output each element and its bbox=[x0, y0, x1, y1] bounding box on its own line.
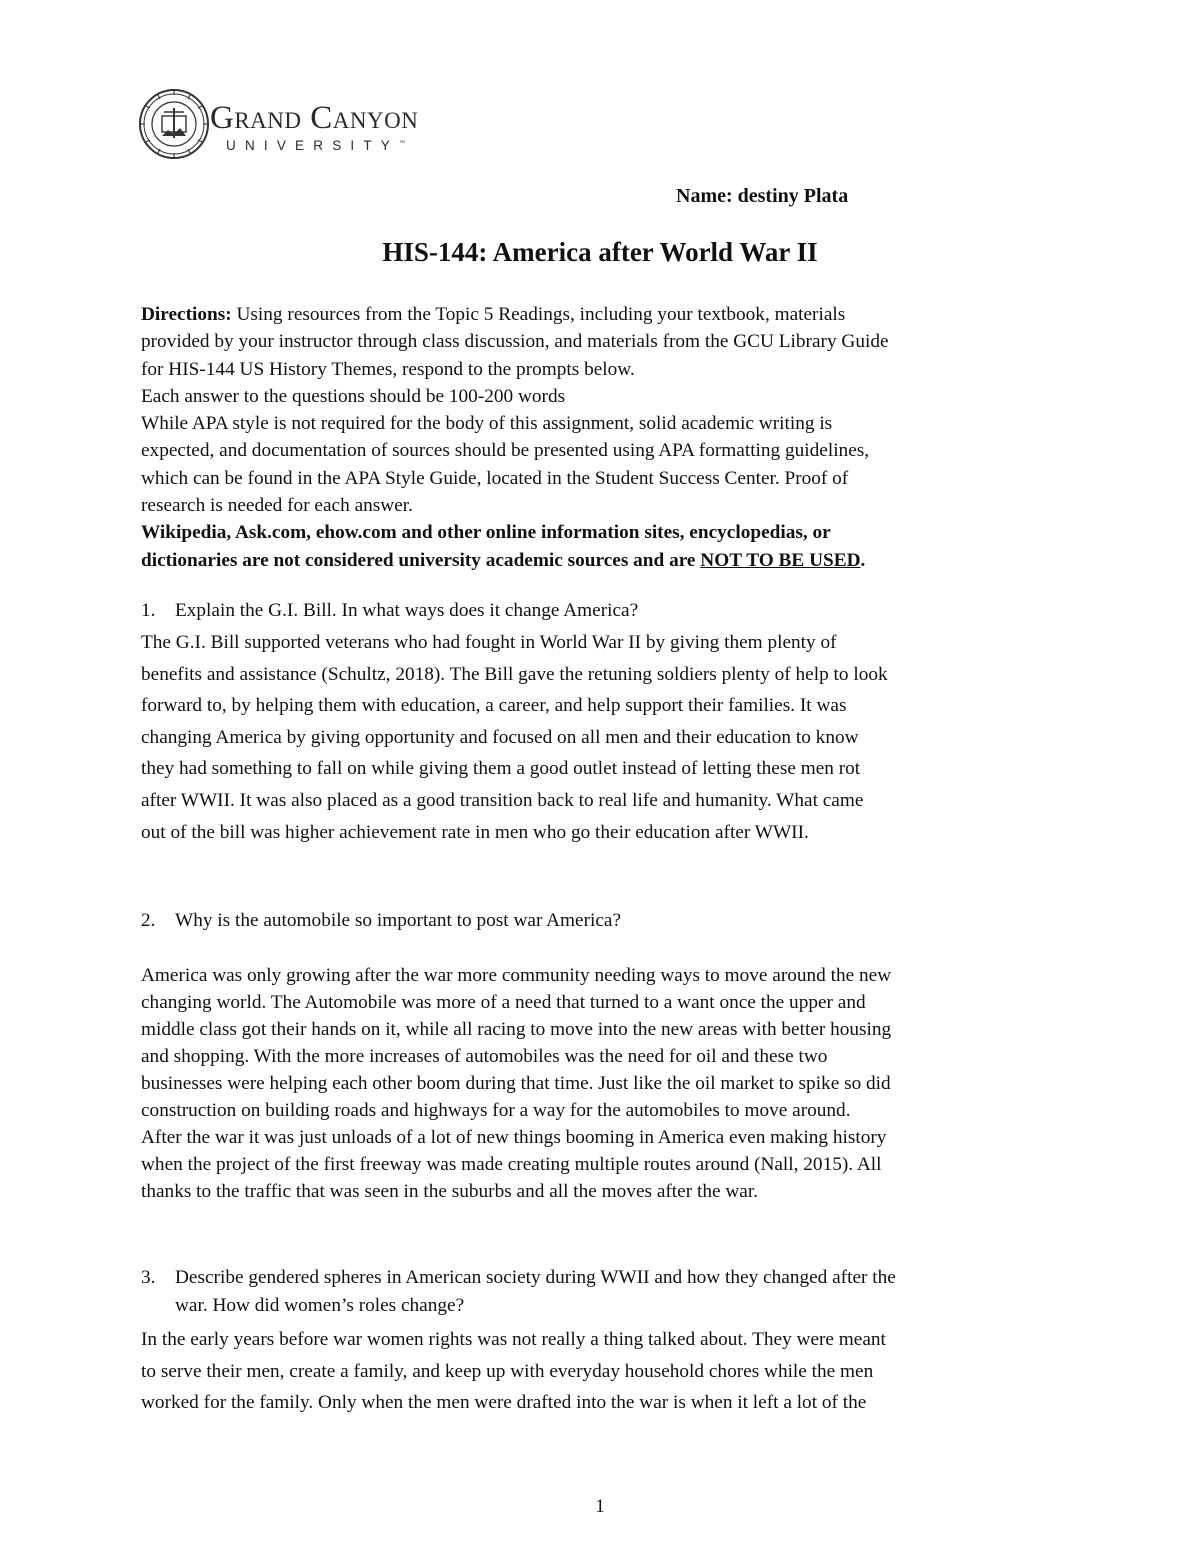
question-number: 1. bbox=[141, 600, 156, 621]
university-name-secondary: UNIVERSITY™ bbox=[226, 138, 406, 153]
directions-line: for HIS-144 US History Themes, respond to the prompts below. bbox=[141, 358, 635, 380]
question-1-answer bbox=[141, 627, 1071, 848]
answer-line: thanks to the traffic that was seen in the suburbs and all the moves after the war. bbox=[141, 1181, 758, 1202]
university-name-primary: Grand Canyon bbox=[210, 100, 419, 136]
grand-canyon-university-seal-icon bbox=[138, 88, 210, 160]
directions-line: provided by your instructor through class discussion, and materials from the GCU Library Guide bbox=[141, 331, 889, 353]
answer-line: changing world. The Automobile was more of a need that turned to a want once the upper and bbox=[141, 992, 866, 1013]
question-2-prompt bbox=[141, 910, 621, 932]
answer-line: to serve their men, create a family, and keep up with everyday household chores while the men bbox=[141, 1360, 874, 1382]
sources-warning-line: dictionaries are not considered university academic sources and are NOT TO BE USED. bbox=[141, 549, 866, 571]
student-name: Name: destiny Plata bbox=[676, 185, 849, 207]
answer-line: businesses were helping each other boom during that time. Just like the oil market to spike so did bbox=[141, 1073, 891, 1094]
page-title: HIS-144: America after World War II bbox=[382, 237, 818, 267]
answer-line: benefits and assistance (Schultz, 2018). The Bill gave the retuning soldiers plenty of help to look bbox=[141, 663, 888, 685]
answer-line: The G.I. Bill supported veterans who had fought in World War II by giving them plenty of bbox=[141, 632, 837, 653]
directions-line: While APA style is not required for the body of this assignment, solid academic writing is bbox=[141, 413, 833, 435]
directions-line: research is needed for each answer. bbox=[141, 495, 413, 517]
question-3-prompt bbox=[141, 1267, 896, 1289]
question-1-prompt bbox=[141, 600, 638, 622]
directions-section bbox=[141, 301, 1071, 574]
answer-line: and shopping. With the more increases of automobiles was the need for oil and these two bbox=[141, 1046, 828, 1067]
directions-line: Each answer to the questions should be 100-200 words bbox=[141, 385, 566, 407]
answer-line: they had something to fall on while giving them a good outlet instead of letting these men rot bbox=[141, 758, 861, 780]
directions-label: Directions: bbox=[141, 304, 232, 325]
not-to-be-used-emphasis: NOT TO BE USED bbox=[700, 549, 861, 571]
university-logo bbox=[138, 88, 458, 164]
question-3-answer bbox=[141, 1324, 1071, 1419]
answer-line: America was only growing after the war more community needing ways to move around the new bbox=[141, 965, 892, 986]
answer-line: middle class got their hands on it, while all racing to move into the new areas with better housing bbox=[141, 1019, 892, 1040]
question-2-answer bbox=[141, 962, 1071, 1205]
sources-warning-line: Wikipedia, Ask.com, ehow.com and other online information sites, encyclopedias, or bbox=[141, 522, 831, 544]
answer-line: out of the bill was higher achievement rate in men who go their education after WWII. bbox=[141, 821, 809, 843]
answer-line: after WWII. It was also placed as a good transition back to real life and humanity. What came bbox=[141, 789, 864, 811]
directions-line: expected, and documentation of sources should be presented using APA formatting guidelines, bbox=[141, 440, 870, 462]
question-text: Describe gendered spheres in American society during WWII and how they changed after the bbox=[175, 1267, 896, 1288]
question-text: Why is the automobile so important to post war America? bbox=[175, 910, 622, 931]
question-text: Explain the G.I. Bill. In what ways does it change America? bbox=[175, 600, 639, 621]
page-number: 1 bbox=[595, 1496, 605, 1517]
answer-line: forward to, by helping them with education, a career, and help support their families. It was bbox=[141, 695, 847, 717]
answer-line: In the early years before war women rights was not really a thing talked about. They were meant bbox=[141, 1329, 886, 1350]
question-number: 2. bbox=[141, 910, 156, 931]
answer-line: construction on building roads and highways for a way for the automobiles to move around. bbox=[141, 1100, 851, 1121]
question-number: 3. bbox=[141, 1267, 156, 1288]
answer-line: worked for the family. Only when the men were drafted into the war is when it left a lot of the bbox=[141, 1392, 867, 1414]
directions-line: Directions: Using resources from the Topic 5 Readings, including your textbook, materials bbox=[141, 304, 846, 325]
answer-line: when the project of the first freeway was made creating multiple routes around (Nall, 2015). All bbox=[141, 1154, 882, 1175]
directions-line: which can be found in the APA Style Guide, located in the Student Success Center. Proof of bbox=[141, 467, 849, 489]
question-3-prompt-continued: war. How did women’s roles change? bbox=[175, 1295, 465, 1316]
answer-line: changing America by giving opportunity and focused on all men and their education to know bbox=[141, 726, 859, 748]
answer-line: After the war it was just unloads of a lot of new things booming in America even making history bbox=[141, 1127, 887, 1148]
